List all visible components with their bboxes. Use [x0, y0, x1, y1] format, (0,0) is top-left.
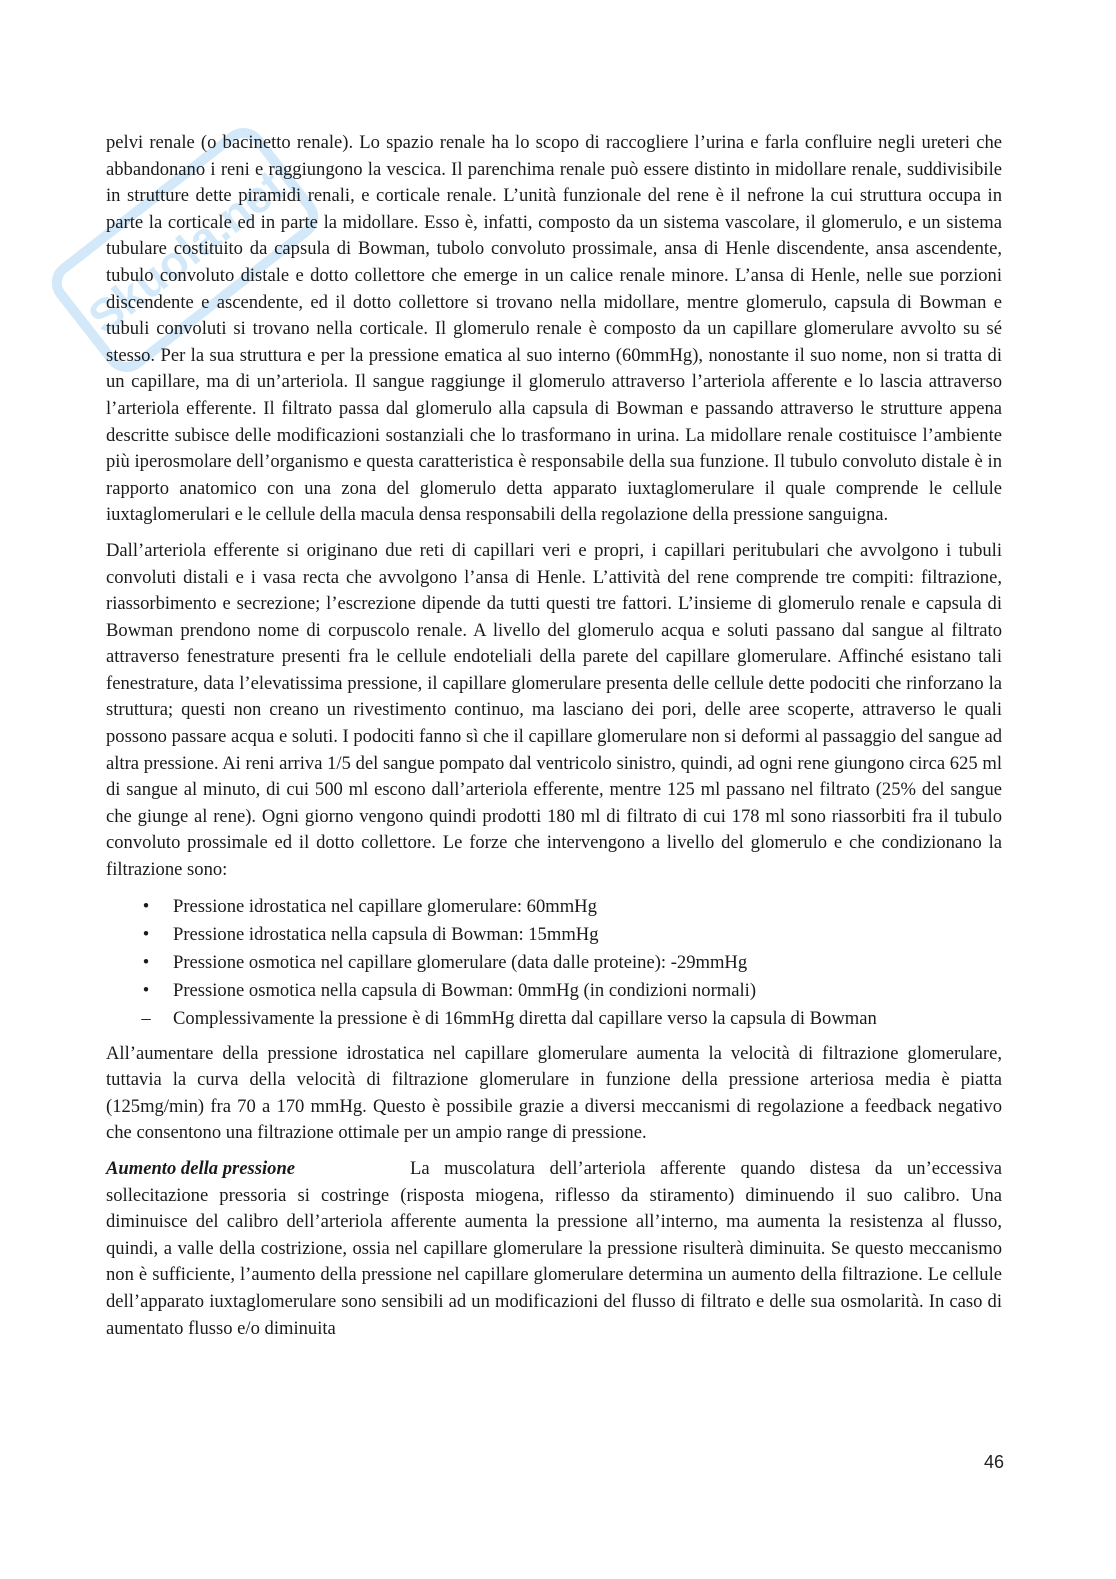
list-item — [106, 1005, 1002, 1033]
bullet-marker: • — [142, 979, 150, 1001]
bullet-marker: • — [142, 923, 150, 945]
section-text: La muscolatura dell’arteriola afferente quando distesa da un’eccessiva sollecitazione pressoria si costringe (risposta miogena, riflesso da stiramento) diminuendo il suo calibro. Una diminuisce del calibro dell’arteriola afferente aumenta la pressione all’interno, ma aumenta la resistenza al flusso, quindi, a valle della costrizione, ossia nel capillare glomerulare la pressione risulterà diminuita. Se questo meccanismo non è sufficiente, l’aumento della pressione nel capillare glomerulare determina un aumento della filtrazione. Le cellule dell’apparato iuxtaglomerulare sono sensibili ad un modificazioni del flusso di filtrato e delle sua osmolarità. In caso di aumentato flusso e/o diminuita — [106, 1158, 1002, 1339]
section-pressure-increase — [106, 1156, 1002, 1342]
dash-marker: – — [141, 1007, 151, 1029]
list-item — [106, 893, 1002, 921]
list-item-text: Pressione osmotica nel capillare glomerulare (data dalle proteine): -29mmHg — [173, 951, 748, 973]
paragraph-filtration-rate: All’aumentare della pressione idrostatica nel capillare glomerulare aumenta la velocità di filtrazione glomerulare, tuttavia la curva della velocità di filtrazione glomerulare in funzione della pressione arteriosa media è piatta (125mg/min) fra 70 a 170 mmHg. Questo è possibile grazie a diversi meccanismi di regolazione a feedback negativo che consentono una filtrazione ottimale per un ampio range di pressione. — [106, 1042, 1002, 1144]
bullet-marker: • — [142, 951, 150, 973]
page-number: 46 — [983, 1452, 1004, 1472]
filtration-forces-list — [106, 893, 1002, 1033]
list-item-text: Pressione osmotica nella capsula di Bowman: 0mmHg (in condizioni normali) — [173, 979, 757, 1001]
paragraph-kidney-function: Dall’arteriola efferente si originano due reti di capillari veri e propri, i capillari peritubulari che avvolgono i tubuli convoluti distali e i vasa recta che avvolgono l’ansa di Henle. L’attività del rene comprende tre compiti: filtrazione, riassorbimento e secrezione; l’escrezione dipende da tutti questi tre fattori. L’insieme di glomerulo renale e capsula di Bowman prendono nome di corpuscolo renale. A livello del glomerulo acqua e soluti passano dal sangue al filtrato attraverso fenestrature presenti fra le cellule endoteliali della parete del capillare glomerulare. Affinché esistano tali fenestrature, data l’elevatissima pressione, il capillare glomerulare presenta delle cellule dette podociti che rinforzano la struttura; questi non creano un rivestimento continuo, ma lasciano dei pori, delle aree scoperte, attraverso le quali possono passare acqua e soluti. I podociti fanno sì che il capillare glomerulare non si deformi al passaggio del sangue ad altra pressione. Ai reni arriva 1/5 del sangue pompato dal ventricolo sinistro, quindi, ad ogni rene giungono circa 625 ml di sangue al minuto, di cui 500 ml escono dall’arteriola efferente, mentre 125 ml passano nel filtrato (25% del sangue che giunge al rene). Ogni giorno vengono quindi prodotti 180 ml di filtrato di cui 178 ml sono riassorbiti fra il tubulo convoluto prossimale ed il dotto collettore. Le forze che intervengono a livello del glomerulo e che condizionano la filtrazione sono: — [106, 539, 1002, 881]
section-heading: Aumento della pressione — [106, 1158, 296, 1179]
list-item-text: Pressione idrostatica nella capsula di Bowman: 15mmHg — [173, 923, 599, 945]
bullet-marker: • — [142, 895, 150, 917]
document-page — [106, 130, 1002, 1351]
list-item-text: Complessivamente la pressione è di 16mmHg diretta dal capillare verso la capsula di Bowman — [173, 1007, 877, 1029]
list-item-text: Pressione idrostatica nel capillare glomerulare: 60mmHg — [173, 895, 597, 917]
paragraph-kidney-anatomy: pelvi renale (o bacinetto renale). Lo spazio renale ha lo scopo di raccogliere l’urina e farla confluire negli ureteri che abbandonano i reni e raggiungono la vescica. Il parenchima renale può essere distinto in midollare renale, suddivisibile in strutture dette piramidi renali, e corticale renale. L’unità funzionale del rene è il nefrone la cui struttura occupa in parte la corticale ed in parte la midollare. Esso è, infatti, composto da un sistema vascolare, il glomerulo, e un sistema tubulare costituito da capsula di Bowman, tubolo convoluto prossimale, ansa di Henle discendente, ansa ascendente, tubulo convoluto distale e dotto collettore che emerge in un calice renale minore. L’ansa di Henle, nelle sue porzioni discendente e ascendente, ed il dotto collettore si trovano nella midollare, mentre glomerulo, capsula di Bowman e tubuli convoluti si trovano nella corticale. Il glomerulo renale è composto da un capillare glomerulare avvolto su sé stesso. Per la sua struttura e per la pressione ematica al suo interno (60mmHg), nonostante il suo nome, non si tratta di un capillare, ma di un’arteriola. Il sangue raggiunge il glomerulo attraverso l’arteriola afferente e lo lascia attraverso l’arteriola efferente. Il filtrato passa dal glomerulo alla capsula di Bowman e passando attraverso le strutture appena descritte subisce delle modificazioni sostanziali che lo trasformano in urina. La midollare renale costituisce l’ambiente più iperosmolare dell’organismo e questa caratteristica è responsabile della sua funzione. Il tubulo convoluto distale è in rapporto anatomico con una zona del glomerulo detta apparato iuxtaglomerulare il quale comprende le cellule iuxtaglomerulari e le cellule della macula densa responsabili della regolazione della pressione sanguigna. — [106, 132, 1002, 526]
list-item — [106, 921, 1002, 949]
list-item — [106, 977, 1002, 1005]
list-item — [106, 949, 1002, 977]
watermark-text: Skuola.net — [78, 159, 294, 344]
